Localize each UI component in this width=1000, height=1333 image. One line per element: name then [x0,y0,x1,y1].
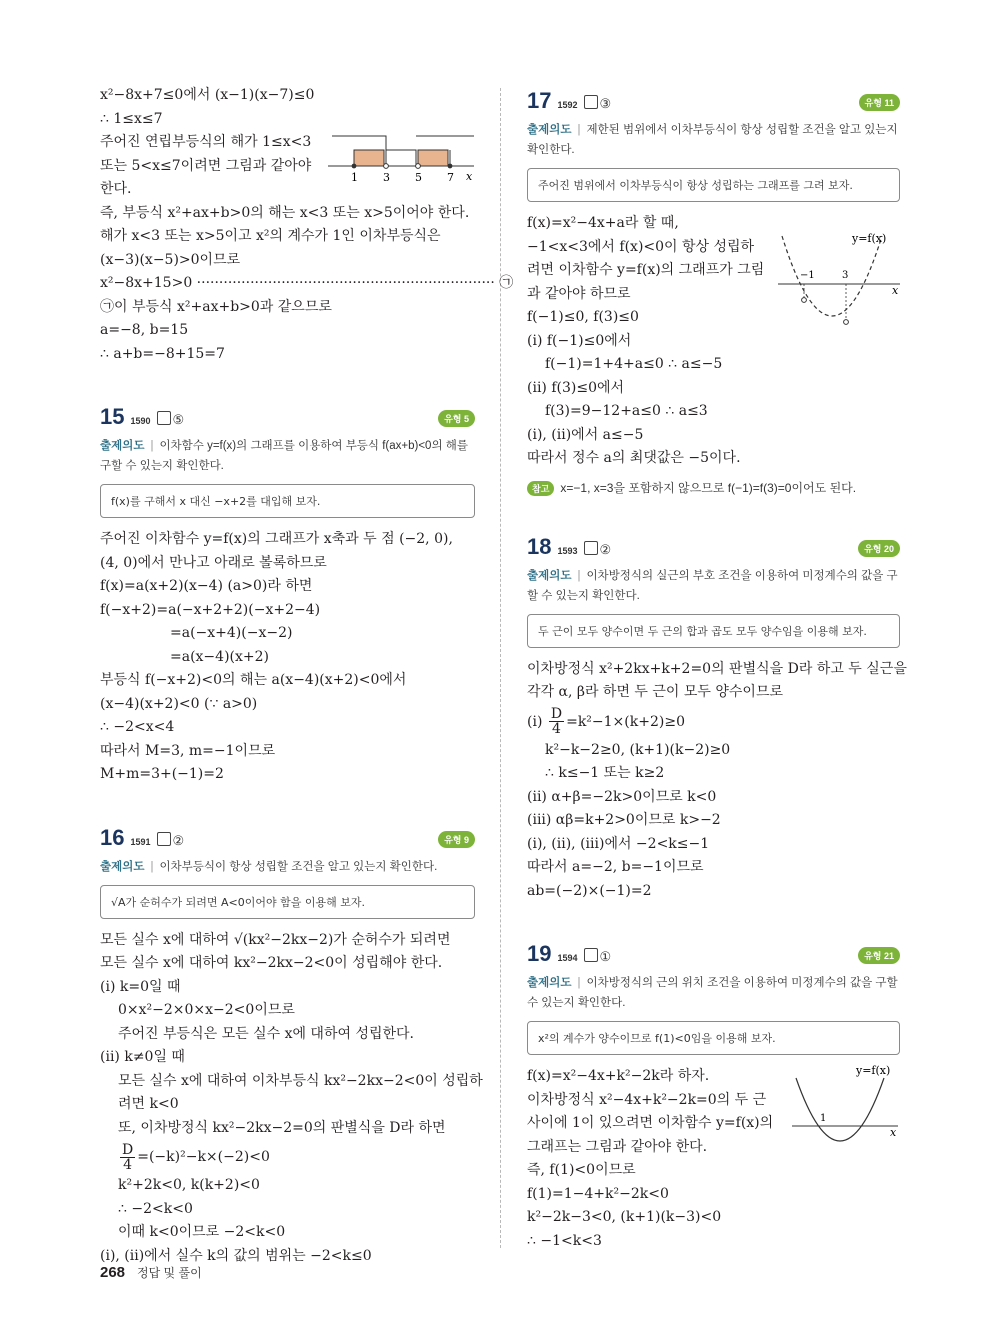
text-line: k²+2k<0, k(k+2)<0 [118,1177,260,1193]
page-number: 268 [100,1264,126,1281]
text-line: 모든 실수 x에 대하여 이차부등식 kx²−2kx−2<0이 성립하 [118,1072,483,1089]
open-point [384,164,389,169]
parabola-curve [796,1078,884,1141]
text-line: x²−8x+15>0 ··································································· ㉠ [100,275,514,291]
answer: ① [584,948,612,965]
text-line: (ii) α+β=−2k>0이므로 k<0 [527,788,717,805]
text-line: (4, 0)에서 만나고 아래로 볼록하므로 [100,554,327,571]
text-line: f(x)=x²−4x+a라 할 때, [527,215,679,231]
problem-header [527,88,900,114]
problem-15 [100,404,475,787]
text-line: f(1)=1−4+k²−2k<0 [527,1185,669,1202]
open-point [844,320,849,325]
fraction: $\frac{D}{4}$ [122,1141,134,1173]
text-line: 또는 5<x≤7이려면 그림과 같아야 [100,157,312,174]
text-line: 과 같아야 하므로 [527,285,631,302]
text-line: 그래프는 그림과 같아야 한다. [527,1138,708,1155]
text-line: =a(x−4)(x+2) [170,648,269,665]
text-line: (x−4)(x+2)<0 (∵ a>0) [100,695,258,712]
fraction-line: (i) $\frac{D}{4}$ =k²−1×(k+2)≥0 [527,706,685,737]
problem-code: 1591 [130,836,151,847]
text-line: 이차방정식 x²−4x+k²−2k=0의 두 근 [527,1091,767,1108]
answer: ② [157,832,185,849]
problem-number: 15 [100,404,125,429]
tick-label: 5 [415,171,422,184]
problem-code: 1590 [130,416,151,426]
problem-intent: 출제의도 | 제한된 범위에서 이차부등식이 항상 성립할 조건을 알고 있는지 확인한다. [527,124,898,156]
text-line: 모든 실수 x에 대하여 √(kx²−2kx−2)가 순허수가 되려면 [100,931,451,948]
text-line: 해가 x<3 또는 x>5이고 x²의 계수가 1인 이차부등식은 [100,228,441,244]
column-divider [500,88,501,1248]
fraction-line: $\frac{D}{4}$ =(−k)²−k×(−2)<0 [122,1141,270,1173]
text-line: f(−x+2)=a(−x+2+2)(−x+2−4) [100,601,321,618]
problem-intent: 출제의도 | 이차부등식이 항상 성립할 조건을 알고 있는지 확인한다. [100,860,438,873]
hint-box: x²의 계수가 양수이므로 f(1)<0임을 이용해 보자. [527,1021,900,1055]
tick-label: 3 [842,270,849,281]
text-line: (i) f(−1)≤0에서 [527,332,632,349]
hint-box: √A가 순허수가 되려면 A<0이어야 함을 이용해 보자. [100,885,475,919]
text-line: (ii) f(3)≤0에서 [527,379,625,396]
tick-label: 7 [447,171,454,184]
note-tag: 참고 [527,481,554,496]
text-line: ab=(−2)×(−1)=2 [527,882,652,899]
text-line: f(x)=a(x+2)(x−4) (a>0)라 하면 [100,578,313,594]
text-line: (i), (ii), (iii)에서 −2<k≤−1 [527,835,710,852]
problem-code: 1593 [557,545,578,556]
text-line: ∴ a+b=−8+15=7 [100,345,225,362]
open-point [802,298,807,303]
text-line: ∴ −2<x<4 [100,719,175,735]
problem-16 [100,824,483,1269]
answer: ② [584,541,612,558]
problem-intent: 출제의도 | 이차방정식의 실근의 부호 조건을 이용하여 미정계수의 값을 구할 수 있는지 확인한다. [527,569,898,602]
text-line: −1<x<3에서 f(x)<0이 항상 성립하 [527,238,755,255]
fraction: $\frac{D}{4}$ [550,706,563,737]
hint-box: 두 근이 모두 양수이면 두 근의 합과 곱도 모두 양수임을 이용해 보자. [527,614,900,648]
problem-18 [527,533,907,904]
text-line: x²−8x+7≤0에서 (x−1)(x−7)≤0 [100,87,315,103]
text-line: 또, 이차방정식 kx²−2kx−2=0의 판별식을 D라 하면 [118,1119,446,1136]
axis-label: x [466,170,473,183]
problem-intent: 출제의도 | 이차방정식의 근의 위치 조건을 이용하여 미정계수의 값을 구할 수 있는지 확인한다. [527,977,898,1009]
hint-box: 주어진 범위에서 이차부등식이 항상 성립하는 그래프를 그려 보자. [527,168,900,202]
text-line: 모든 실수 x에 대하여 kx²−2kx−2<0이 성립해야 한다. [100,955,443,971]
type-badge: 유형 11 [859,94,900,111]
text-line: ∴ −2<k<0 [118,1200,193,1217]
parabola-graph-19 [790,1060,902,1152]
text-line: (x−3)(x−5)>0이므로 [100,251,241,268]
text-line: 따라서 M=3, m=−1이므로 [100,742,276,759]
text-line: 려면 k<0 [118,1096,179,1112]
text-line: 즉, f(1)<0이므로 [527,1162,636,1178]
solution-14-continued [100,84,514,366]
number-line-figure [328,128,478,186]
text-line: 각각 α, β라 하면 두 근이 모두 양수이므로 [527,684,784,700]
problem-number: 17 [527,88,552,113]
tick-label: 3 [383,171,390,184]
text-line: 사이에 1이 있으려면 이차함수 y=f(x)의 [527,1115,774,1131]
text-line: ∴ k≤−1 또는 k≥2 [545,765,665,781]
text-line: 이때 k<0이므로 −2<k<0 [118,1224,286,1240]
problem-header [527,534,900,560]
text-line: 주어진 이차함수 y=f(x)의 그래프가 x축과 두 점 (−2, 0), [100,531,453,547]
problem-code: 1592 [557,100,578,110]
tick-label: −1 [800,270,815,281]
closed-point [352,164,357,169]
problem-code: 1594 [557,953,578,963]
text-line: (ii) k≠0일 때 [100,1049,185,1065]
text-line: k²−2k−3<0, (k+1)(k−3)<0 [527,1209,722,1225]
text-line: 이차방정식 x²+2kx+k+2=0의 판별식을 D라 하고 두 실근을 [527,660,907,677]
open-point [416,164,421,169]
text-line: f(3)=9−12+a≤0 ∴ a≤3 [545,403,708,419]
text-line: f(−1)≤0, f(3)≤0 [527,309,639,325]
interval-region-1-3 [354,150,384,166]
text-line: f(x)=x²−4x+k²−2k라 하자. [527,1068,710,1084]
type-badge: 유형 21 [858,947,900,964]
answer-icon [584,95,598,109]
text-line: a=−8, b=15 [100,322,189,338]
text-line: 따라서 정수 a의 최댓값은 −5이다. [527,450,741,466]
type-badge: 유형 5 [438,410,475,427]
closed-point [448,164,453,169]
text-line: 즉, 부등식 x²+ax+b>0의 해는 x<3 또는 x>5이어야 한다. [100,204,470,221]
problem-intent: 출제의도 | 이차함수 y=f(x)의 그래프를 이용하여 부등식 f(ax+b)<0의 해를 구할 수 있는지 확인한다. [100,440,468,472]
text-line: (i), (ii)에서 실수 k의 값의 범위는 −2<k≤0 [100,1247,372,1264]
left-column [100,84,514,1268]
answer: ⑤ [157,411,185,428]
interval-region-5-7 [418,150,448,166]
problem-header [527,941,900,967]
hint-box: f(x)를 구해서 x 대신 −x+2를 대입해 보자. [100,484,475,518]
axis-label: x [890,1126,897,1139]
tick-label: 1 [820,1113,827,1124]
bracket-line [386,150,416,166]
problem-number: 16 [100,824,125,850]
text-line: f(−1)=1+4+a≤0 ∴ a≤−5 [545,356,723,372]
text-line: ∴ −1<k<3 [527,1232,602,1249]
page-section-title: 정답 및 풀이 [137,1266,202,1280]
problem-number: 18 [527,533,552,559]
text-line: 주어진 부등식은 모든 실수 x에 대하여 성립한다. [118,1025,415,1042]
text-line: 0×x²−2×0×x−2<0이므로 [118,1002,295,1018]
answer-icon [584,541,598,555]
text-line: (i) k=0일 때 [100,978,181,995]
answer-icon [584,948,598,962]
text-line: 려면 이차함수 y=f(x)의 그래프가 그림 [527,262,765,278]
page-footer [100,1264,202,1281]
text-line: =a(−x+4)(−x−2) [170,625,293,641]
answer-icon [157,832,171,846]
problem-header [100,404,475,430]
type-badge: 유형 9 [438,831,475,848]
axis-label: x [892,284,899,297]
text-line: 부등식 f(−x+2)<0의 해는 a(x−4)(x+2)<0에서 [100,672,407,688]
answer: ③ [584,95,612,112]
text-line: 한다. [100,181,132,197]
parabola-curve [782,236,882,316]
text-line: k²−k−2≥0, (k+1)(k−2)≥0 [545,741,731,758]
text-line: ㉠이 부등식 x²+ax+b>0과 같으므로 [100,298,332,315]
text-line: (iii) αβ=k+2>0이므로 k>−2 [527,812,721,828]
text-line: 주어진 연립부등식의 해가 1≤x<3 [100,134,312,150]
curve-label: y=f(x) [852,232,887,245]
answer-icon [157,411,171,425]
curve-label: y=f(x) [856,1064,891,1077]
text-line: 따라서 a=−2, b=−1이므로 [527,859,704,875]
tick-label: 1 [351,171,358,184]
problem-header [100,825,475,851]
type-badge: 유형 20 [858,540,900,557]
text-line: M+m=3+(−1)=2 [100,766,224,782]
text-line: (i), (ii)에서 a≤−5 [527,426,644,443]
text-line: ∴ 1≤x≤7 [100,110,163,127]
problem-number: 19 [527,941,552,966]
reference-note: 참고 x=−1, x=3을 포함하지 않으므로 f(−1)=f(3)=0이어도 된다. [527,479,900,496]
parabola-graph-17 [772,226,902,338]
